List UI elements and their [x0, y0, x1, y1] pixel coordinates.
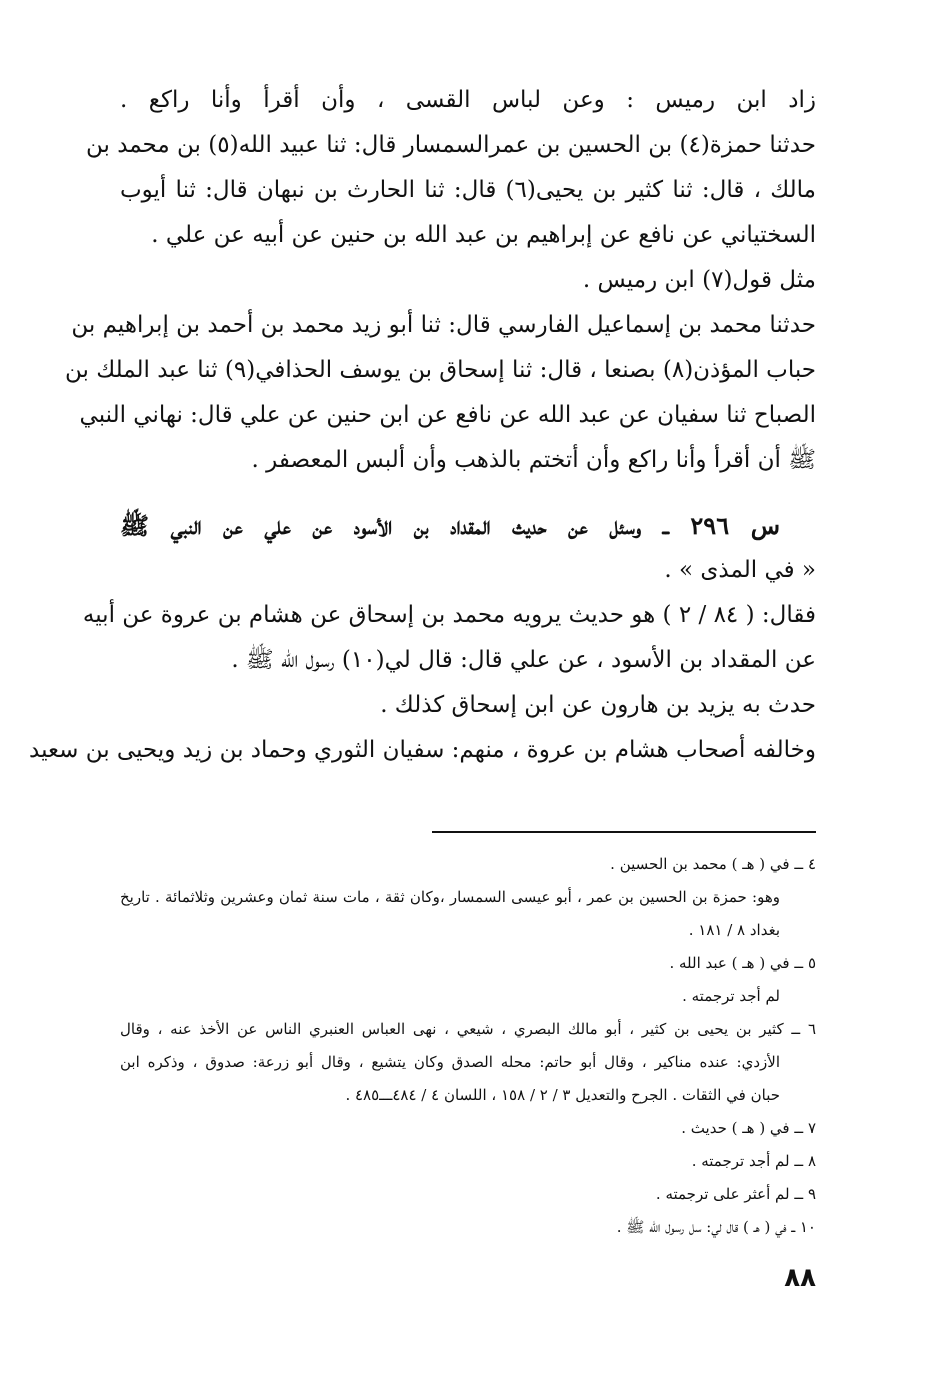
answer-line: حدث به يزيد بن هارون عن ابن إسحاق كذلك .	[380, 692, 816, 718]
footnote-line: لم أجد ترجمته .	[682, 987, 780, 1005]
footnote-line: ٦ ــ كثير بن يحيى بن كثير ، أبو مالك البصري ، شيعي ، نهى العباس العنبري الناس عن الأخذ عنه ، وقال	[120, 1020, 816, 1038]
footnote-line: ٨ ــ لم أجد ترجمته .	[691, 1152, 816, 1170]
footnote-line: بغداد ٨ / ١٨١ .	[688, 921, 780, 939]
footnotes	[120, 848, 816, 1244]
text-line: ﷺ أن أقرأ وأنا راكع وأن أتختم بالذهب وأن ألبس المعصفر .	[251, 447, 816, 473]
footnote-line: ٧ ــ في ( هـ ) حديث .	[681, 1119, 816, 1137]
text-line: حباب المؤذن(٨) بصنعا ، قال: ثنا إسحاق بن يوسف الحذافي(٩) ثنا عبد الملك بن	[64, 357, 816, 383]
text-line: حدثنا حمزة(٤) بن الحسين بن عمرالسمسار قال: ثنا عبيد الله(٥) بن محمد بن	[85, 132, 816, 158]
answer-line: فقال: ( ٨٤ / ٢ ) هو حديث يرويه محمد بن إسحاق عن هشام بن عروة عن أبيه	[82, 602, 816, 628]
footnote-line: ٥ ــ في ( هـ ) عبد الله .	[669, 954, 816, 972]
footnote-line: ١٠ ــ في ( هـ ) قال لي: سل رسول الله ﷺ .	[616, 1218, 816, 1236]
question-line: « في المذى » .	[664, 557, 816, 583]
footnote-line: الأزدي: عنده مناكير ، وقال أبو حاتم: محله الصدق وكان يتشيع ، وقال أبو زرعة: صدوق ، وذكره ابن	[120, 1053, 780, 1071]
question-line: س ٢٩٦ ــ وسئل عن حديث المقداد بن الأسود عن علي عن النبي ﷺ	[120, 511, 781, 540]
footnote-line: ٩ ــ لم أعثر على ترجمته .	[655, 1185, 816, 1203]
footnote-separator	[432, 831, 816, 833]
text-line: مثل قول(٧) ابن رميس .	[582, 267, 816, 293]
footnote-line: حبان في الثقات . الجرح والتعديل ٣ / ٢ / ١٥٨ ، اللسان ٤ / ٤٨٤ـــ٤٨٥ .	[345, 1086, 780, 1104]
text-line: حدثنا محمد بن إسماعيل الفارسي قال: ثنا أبو زيد محمد بن أحمد بن إبراهيم بن	[71, 312, 816, 338]
answer-line: وخالفه أصحاب هشام بن عروة ، منهم: سفيان الثوري وحماد بن زيد ويحيى بن سعيد	[29, 737, 816, 763]
footnote-line: ٤ ــ في ( هـ ) محمد بن الحسين .	[610, 855, 816, 873]
text-line: زاد ابن رميس : وعن لباس القسى ، وأن أقرأ وأنا راكع .	[120, 87, 816, 113]
paragraph-gap	[120, 483, 816, 503]
page-number: ٨٨	[784, 1263, 816, 1293]
text-line: مالك ، قال: ثنا كثير بن يحيى(٦) قال: ثنا الحارث بن نبهان قال: ثنا أيوب	[120, 177, 816, 203]
main-text	[29, 78, 816, 773]
answer-line: عن المقداد بن الأسود ، عن علي قال: قال لي(١٠) رسول الله ﷺ .	[231, 647, 816, 673]
text-line: السختياني عن نافع عن إبراهيم بن عبد الله بن حنين عن أبيه عن علي .	[151, 222, 816, 248]
footnote-line: وهو: حمزة بن الحسين بن عمر ، أبو عيسى السمسار ،وكان ثقة ، مات سنة ثمان وعشرين وثلاثمائة . تاريخ	[120, 888, 780, 906]
text-line: الصباح ثنا سفيان عن عبد الله عن نافع عن ابن حنين عن علي قال: نهاني النبي	[79, 402, 816, 428]
